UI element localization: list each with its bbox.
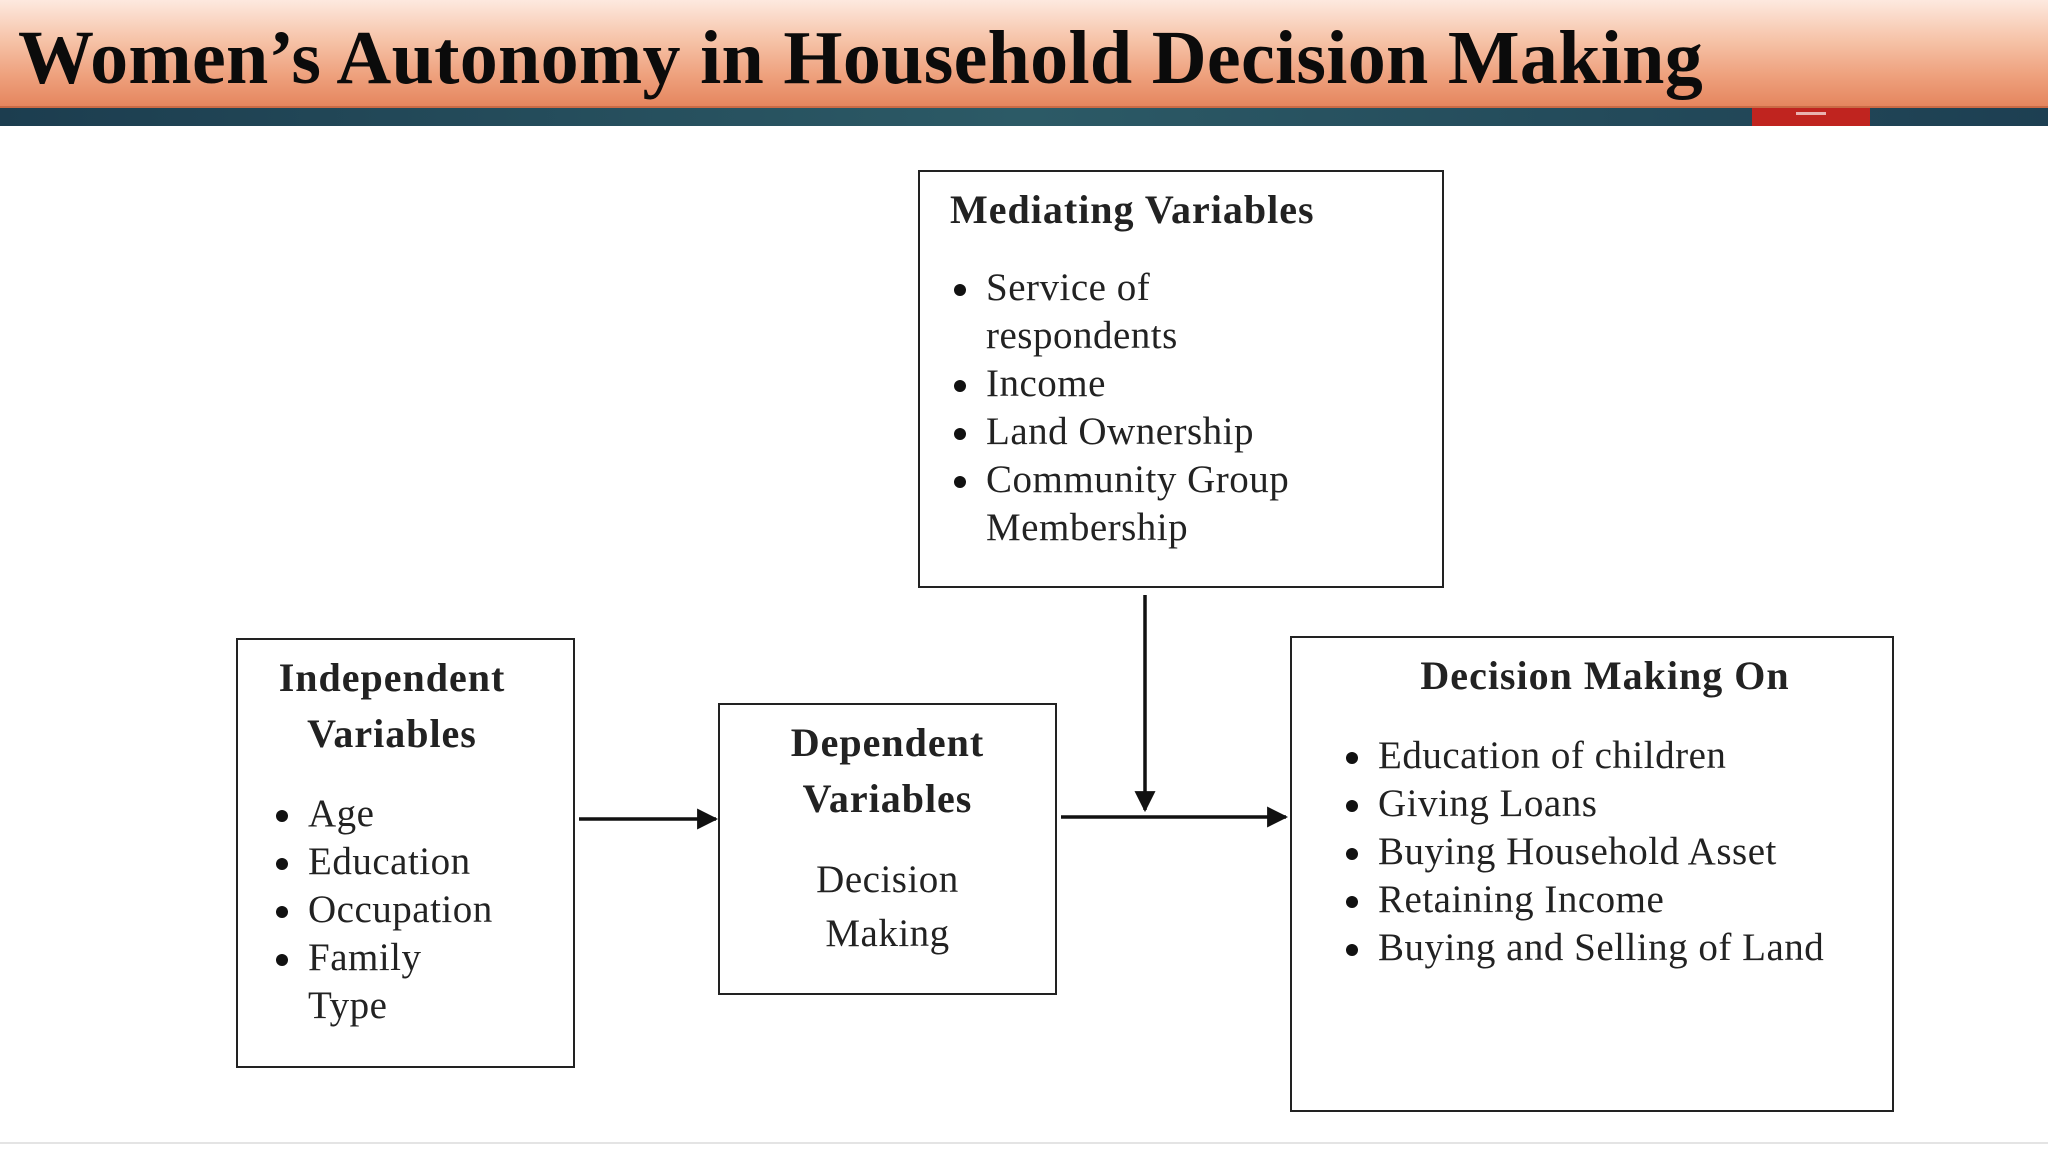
list-item-text: Community Group Membership	[986, 458, 1290, 549]
decision-making-on-heading: Decision Making On	[1420, 653, 1790, 698]
list-item-text: Retaining Income	[1378, 878, 1665, 921]
list-item-text: Occupation	[308, 888, 493, 931]
bottom-rule	[0, 1142, 2048, 1144]
mediating-variables-heading: Mediating Variables	[950, 187, 1315, 232]
dependent-variables-heading: Dependent Variables	[790, 720, 985, 821]
list-item-text: Education of children	[1378, 734, 1727, 777]
list-item-text: Buying and Selling of Land	[1378, 926, 1825, 969]
list-item-text: Income	[986, 362, 1106, 405]
list-item-text: Buying Household Asset	[1378, 830, 1777, 873]
list-item-text: Land Ownership	[986, 410, 1255, 453]
list-item-text: Education	[308, 840, 471, 883]
list-item-text: Service of respondents	[986, 266, 1178, 357]
list-item-text: Giving Loans	[1378, 782, 1598, 825]
slide-title: Women’s Autonomy in Household Decision Making	[18, 16, 1704, 100]
dependent-variables-body: Decision Making	[816, 858, 959, 955]
independent-variables-heading: Independent Variables	[278, 655, 506, 756]
list-item-text: Family Type	[308, 936, 422, 1027]
list-item-text: Age	[308, 792, 375, 835]
